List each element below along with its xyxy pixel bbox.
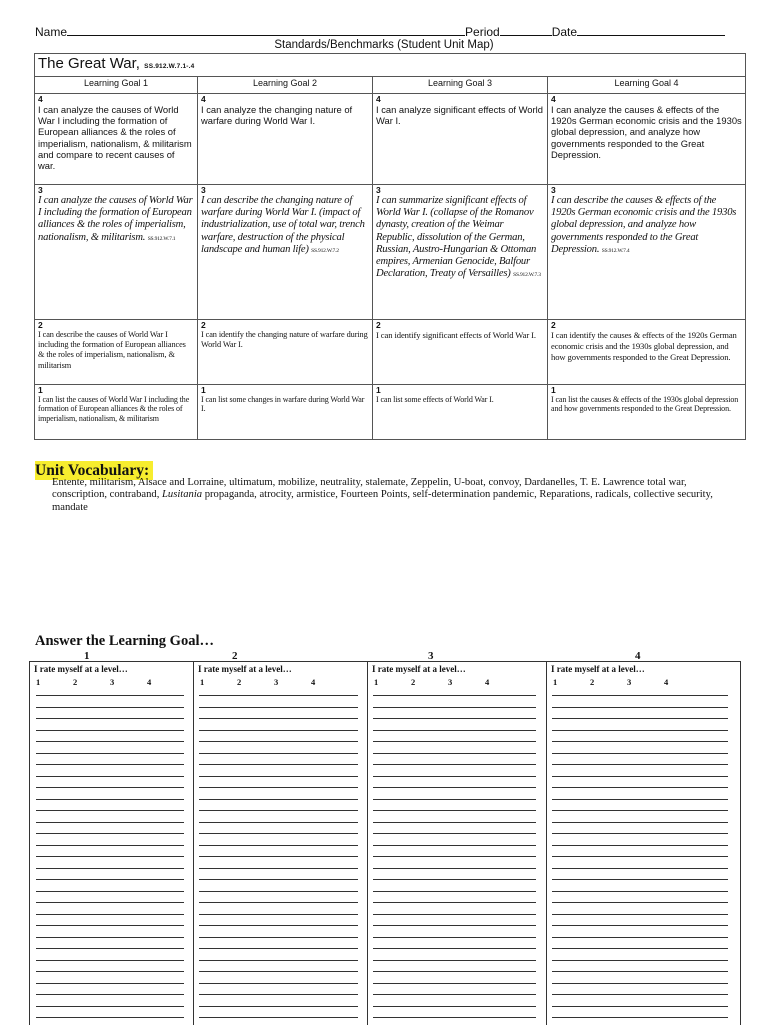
answer-line[interactable]: [36, 879, 184, 880]
rating-option[interactable]: 2: [237, 677, 242, 687]
answer-line[interactable]: [552, 776, 728, 777]
answer-line[interactable]: [552, 937, 728, 938]
level1-goal1: [35, 385, 198, 440]
rating-scale: [36, 677, 193, 687]
answer-column-number-4: 4: [635, 650, 641, 662]
answer-line[interactable]: [373, 879, 536, 880]
answer-line[interactable]: [36, 856, 184, 857]
answer-line[interactable]: [199, 776, 358, 777]
rating-option[interactable]: 3: [627, 677, 632, 687]
rating-option[interactable]: 2: [590, 677, 595, 687]
level-label: 4: [201, 94, 206, 104]
answer-line[interactable]: [36, 914, 184, 915]
answer-line[interactable]: [199, 948, 358, 949]
answer-section-title: Answer the Learning Goal…: [35, 633, 214, 649]
answer-line[interactable]: [373, 776, 536, 777]
answer-grid: [29, 661, 741, 1025]
answer-line[interactable]: [552, 787, 728, 788]
answer-column-number-1: 1: [84, 650, 90, 662]
goal-header-1: Learning Goal 1: [35, 77, 198, 94]
answer-line[interactable]: [36, 822, 184, 823]
answer-line[interactable]: [199, 764, 358, 765]
level4-text: I can analyze the changing nature of warfare during World War I.: [201, 104, 353, 127]
answer-line[interactable]: [552, 1006, 728, 1007]
level-label: 4: [38, 94, 43, 104]
level-label: 1: [201, 385, 206, 395]
rating-option[interactable]: 2: [73, 677, 78, 687]
answer-line[interactable]: [36, 983, 184, 984]
answer-line[interactable]: [373, 983, 536, 984]
level3-standard: SS.912.W.7.2: [311, 247, 339, 254]
rating-option[interactable]: 1: [36, 677, 41, 687]
answer-line[interactable]: [373, 833, 536, 834]
answer-column-number-2: 2: [232, 650, 238, 662]
answer-column-3: [367, 662, 547, 1025]
level2-text: I can identify the causes & effects of the 1920s German economic crisis and the 1930s global depression, and how governments responded to the Great Depression.: [551, 330, 737, 362]
rating-scale: [374, 677, 547, 687]
answer-line[interactable]: [36, 994, 184, 995]
answer-line[interactable]: [552, 718, 728, 719]
answer-line[interactable]: [199, 960, 358, 961]
rating-option[interactable]: 3: [274, 677, 279, 687]
level-label: 4: [551, 94, 556, 104]
answer-line[interactable]: [36, 753, 184, 754]
answer-line[interactable]: [199, 741, 358, 742]
rating-option[interactable]: 1: [553, 677, 558, 687]
level-label: 3: [38, 185, 43, 195]
goal-header-4: Learning Goal 4: [548, 77, 746, 94]
level-label: 2: [376, 320, 381, 330]
level1-goal2: [198, 385, 373, 440]
vocabulary-title: Unit Vocabulary:: [35, 461, 153, 480]
answer-line[interactable]: [36, 902, 184, 903]
answer-line[interactable]: [373, 856, 536, 857]
level2-goal3: [373, 320, 548, 385]
level1-text: I can list the causes of World War I including the formation of European alliances & the roles of imperialism, nationalism, & militarism: [38, 395, 190, 423]
answer-line[interactable]: [199, 707, 358, 708]
answer-line[interactable]: [373, 971, 536, 972]
answer-line[interactable]: [552, 925, 728, 926]
answer-line[interactable]: [373, 707, 536, 708]
level3-standard: SS.912.W.7.4: [601, 247, 630, 254]
rating-option[interactable]: 2: [411, 677, 416, 687]
level1-goal3: [373, 385, 548, 440]
answer-line[interactable]: [36, 971, 184, 972]
answer-line[interactable]: [552, 741, 728, 742]
answer-line[interactable]: [199, 810, 358, 811]
answer-line[interactable]: [373, 845, 536, 846]
period-label: Period: [465, 25, 500, 39]
answer-line[interactable]: [373, 948, 536, 949]
level1-text: I can list the causes & effects of the 1930s global depression and how governments responded to the Great Depression.: [551, 395, 739, 414]
rating-scale: [553, 677, 741, 687]
answer-line[interactable]: [199, 914, 358, 915]
answer-line[interactable]: [199, 695, 358, 696]
answer-line[interactable]: [199, 983, 358, 984]
level1-goal4: [548, 385, 746, 440]
level-label: 2: [551, 320, 556, 330]
level-label: 3: [376, 185, 381, 195]
vocabulary-text-part2: propaganda, atrocity, armistice, Fourteen Points, self-determination pandemic, Reparations, radicals, collective security, mandate: [52, 489, 713, 513]
answer-line[interactable]: [373, 799, 536, 800]
answer-line[interactable]: [199, 856, 358, 857]
answer-line[interactable]: [552, 764, 728, 765]
answer-line[interactable]: [552, 753, 728, 754]
answer-line[interactable]: [552, 833, 728, 834]
answer-line[interactable]: [199, 718, 358, 719]
vocabulary-text-part1: Entente, militarism, Alsace and Lorraine, ultimatum, mobilize, neutrality, stalemate, Zeppelin, U-boat, convoy, Dardanelles, T. E. Lawrence total war, conscription, contraband,: [52, 477, 687, 501]
answer-line[interactable]: [552, 822, 728, 823]
level-label: 1: [376, 385, 381, 395]
level2-text: I can identify the changing nature of warfare during World War I.: [201, 330, 368, 350]
rate-label: I rate myself at a level…: [198, 664, 292, 674]
answer-line[interactable]: [36, 868, 184, 869]
answer-line[interactable]: [373, 891, 536, 892]
unit-title-text: The Great War,: [38, 55, 140, 72]
answer-line[interactable]: [552, 994, 728, 995]
level3-goal3: [373, 185, 548, 320]
answer-line[interactable]: [199, 879, 358, 880]
answer-line[interactable]: [36, 741, 184, 742]
rating-option[interactable]: 3: [448, 677, 453, 687]
date-label: Date: [551, 25, 578, 39]
level3-standard: SS.912.W.7.1: [147, 235, 176, 242]
level-label: 3: [201, 185, 206, 195]
level2-goal4: [548, 320, 746, 385]
answer-line[interactable]: [199, 833, 358, 834]
answer-line[interactable]: [199, 845, 358, 846]
answer-line[interactable]: [36, 925, 184, 926]
answer-line[interactable]: [36, 937, 184, 938]
answer-column-number-3: 3: [428, 650, 434, 662]
rating-option[interactable]: 4: [664, 677, 669, 687]
answer-line[interactable]: [552, 707, 728, 708]
level-label: 2: [201, 320, 206, 330]
answer-line[interactable]: [36, 730, 184, 731]
answer-line[interactable]: [373, 718, 536, 719]
answer-line[interactable]: [552, 799, 728, 800]
answer-line[interactable]: [36, 787, 184, 788]
answer-line[interactable]: [199, 902, 358, 903]
answer-line[interactable]: [199, 925, 358, 926]
answer-line[interactable]: [552, 845, 728, 846]
level4-text: I can analyze significant effects of World War I.: [376, 104, 543, 127]
rating-option[interactable]: 1: [200, 677, 205, 687]
answer-line[interactable]: [373, 787, 536, 788]
goal-header-3: Learning Goal 3: [373, 77, 548, 94]
level4-text: I can analyze the causes of World War I including the formation of European alliances & the roles of imperialism, nationalism, & militarism and compare to recent causes of war.: [38, 104, 192, 172]
answer-line[interactable]: [373, 868, 536, 869]
answer-line[interactable]: [552, 1017, 728, 1018]
answer-line[interactable]: [373, 960, 536, 961]
answer-line[interactable]: [199, 868, 358, 869]
rate-label: I rate myself at a level…: [551, 664, 645, 674]
answer-line[interactable]: [199, 787, 358, 788]
level4-goal2: [198, 94, 373, 185]
level-label: 4: [376, 94, 381, 104]
answer-line[interactable]: [36, 1006, 184, 1007]
answer-line[interactable]: [36, 845, 184, 846]
answer-line[interactable]: [36, 891, 184, 892]
vocabulary-italic-term: Lusitania: [162, 489, 203, 501]
answer-line[interactable]: [36, 799, 184, 800]
answer-line[interactable]: [552, 948, 728, 949]
answer-line[interactable]: [36, 764, 184, 765]
answer-line[interactable]: [373, 764, 536, 765]
level3-goal2: [198, 185, 373, 320]
level3-standard: SS.912.W.7.3: [513, 272, 541, 279]
page-subtitle: Standards/Benchmarks (Student Unit Map): [274, 39, 494, 51]
answer-line[interactable]: [199, 891, 358, 892]
level3-text: I can describe the causes & effects of the 1920s German economic crisis and the 1930s global depression, and analyze how governments responded to the Great Depression.: [551, 195, 737, 255]
answer-line[interactable]: [373, 937, 536, 938]
answer-line[interactable]: [373, 914, 536, 915]
level1-text: I can list some changes in warfare during World War I.: [201, 395, 365, 414]
level-label: 2: [38, 320, 43, 330]
level-label: 1: [551, 385, 556, 395]
answer-line[interactable]: [199, 937, 358, 938]
answer-line[interactable]: [373, 994, 536, 995]
rate-label: I rate myself at a level…: [34, 664, 128, 674]
answer-line[interactable]: [373, 822, 536, 823]
answer-line[interactable]: [552, 960, 728, 961]
level-label: 1: [38, 385, 43, 395]
rate-label: I rate myself at a level…: [372, 664, 466, 674]
answer-line[interactable]: [373, 695, 536, 696]
level3-text: I can summarize significant effects of World War I. (collapse of the Romanov dynasty, creation of the Weimar Republic, dissolution of the German, Russian, Austro-Hungarian & Ottoman empires, Armenian Genocide, Balfour Declaration, Treaty of Versailles): [376, 195, 537, 280]
answer-line[interactable]: [199, 971, 358, 972]
answer-line[interactable]: [552, 810, 728, 811]
level4-text: I can analyze the causes & effects of the 1920s German economic crisis and the 1930s global depression, and analyze how governments responded to the Great Depression.: [551, 104, 742, 160]
answer-line[interactable]: [373, 753, 536, 754]
level4-goal1: [35, 94, 198, 185]
answer-line[interactable]: [36, 776, 184, 777]
level4-goal4: [548, 94, 746, 185]
level3-text: I can analyze the causes of World War I including the formation of European alliances & the roles of imperialism, nationalism, & militarism.: [38, 195, 193, 243]
rating-option[interactable]: 3: [110, 677, 115, 687]
answer-line[interactable]: [36, 707, 184, 708]
answer-line[interactable]: [199, 822, 358, 823]
rating-option[interactable]: 1: [374, 677, 379, 687]
level1-text: I can list some effects of World War I.: [376, 395, 494, 404]
answer-line[interactable]: [552, 902, 728, 903]
answer-line[interactable]: [373, 810, 536, 811]
level3-text: I can describe the changing nature of warfare during World War I. (impact of industrialization, use of total war, trench warfare, destruction of the physical landscape and human life): [201, 195, 365, 255]
answer-line[interactable]: [199, 753, 358, 754]
answer-line[interactable]: [373, 741, 536, 742]
answer-line[interactable]: [199, 994, 358, 995]
answer-line[interactable]: [199, 1006, 358, 1007]
answer-line[interactable]: [36, 948, 184, 949]
unit-title: [35, 54, 746, 77]
answer-line[interactable]: [36, 960, 184, 961]
answer-line[interactable]: [36, 695, 184, 696]
level2-text: I can identify significant effects of World War I.: [376, 330, 536, 340]
answer-line[interactable]: [552, 730, 728, 731]
goal-header-2: Learning Goal 2: [198, 77, 373, 94]
answer-column-1: [30, 662, 193, 1025]
answer-line[interactable]: [373, 1017, 536, 1018]
answer-line[interactable]: [552, 891, 728, 892]
answer-line[interactable]: [199, 730, 358, 731]
level4-goal3: [373, 94, 548, 185]
answer-line[interactable]: [373, 730, 536, 731]
answer-line[interactable]: [552, 983, 728, 984]
answer-column-2: [193, 662, 368, 1025]
answer-line[interactable]: [552, 695, 728, 696]
vocabulary-list: [52, 477, 742, 514]
level3-goal1: [35, 185, 198, 320]
answer-line[interactable]: [373, 902, 536, 903]
answer-line[interactable]: [373, 1006, 536, 1007]
learning-goals-table: [34, 53, 746, 440]
answer-line[interactable]: [36, 833, 184, 834]
answer-line[interactable]: [552, 879, 728, 880]
rating-option[interactable]: 4: [485, 677, 490, 687]
student-info-line: [35, 24, 735, 39]
name-label: Name: [35, 25, 68, 39]
rating-option[interactable]: 4: [147, 677, 152, 687]
answer-line[interactable]: [552, 971, 728, 972]
rating-option[interactable]: 4: [311, 677, 316, 687]
answer-line[interactable]: [199, 1017, 358, 1018]
rating-scale: [200, 677, 368, 687]
answer-line[interactable]: [373, 925, 536, 926]
answer-line[interactable]: [552, 914, 728, 915]
date-blank[interactable]: [577, 24, 725, 36]
answer-line[interactable]: [36, 718, 184, 719]
unit-standards: SS.912.W.7.1-.4: [144, 63, 195, 70]
answer-line[interactable]: [199, 799, 358, 800]
level-label: 3: [551, 185, 556, 195]
answer-line[interactable]: [552, 868, 728, 869]
level3-goal4: [548, 185, 746, 320]
level2-goal2: [198, 320, 373, 385]
answer-line[interactable]: [36, 1017, 184, 1018]
answer-line[interactable]: [552, 856, 728, 857]
name-blank[interactable]: [67, 24, 465, 36]
answer-column-4: [546, 662, 741, 1025]
answer-line[interactable]: [36, 810, 184, 811]
period-blank[interactable]: [500, 24, 552, 36]
level2-text: I can describe the causes of World War I including the formation of European alliances & the roles of imperialism, nationalism, & militarism: [38, 330, 186, 370]
level2-goal1: [35, 320, 198, 385]
